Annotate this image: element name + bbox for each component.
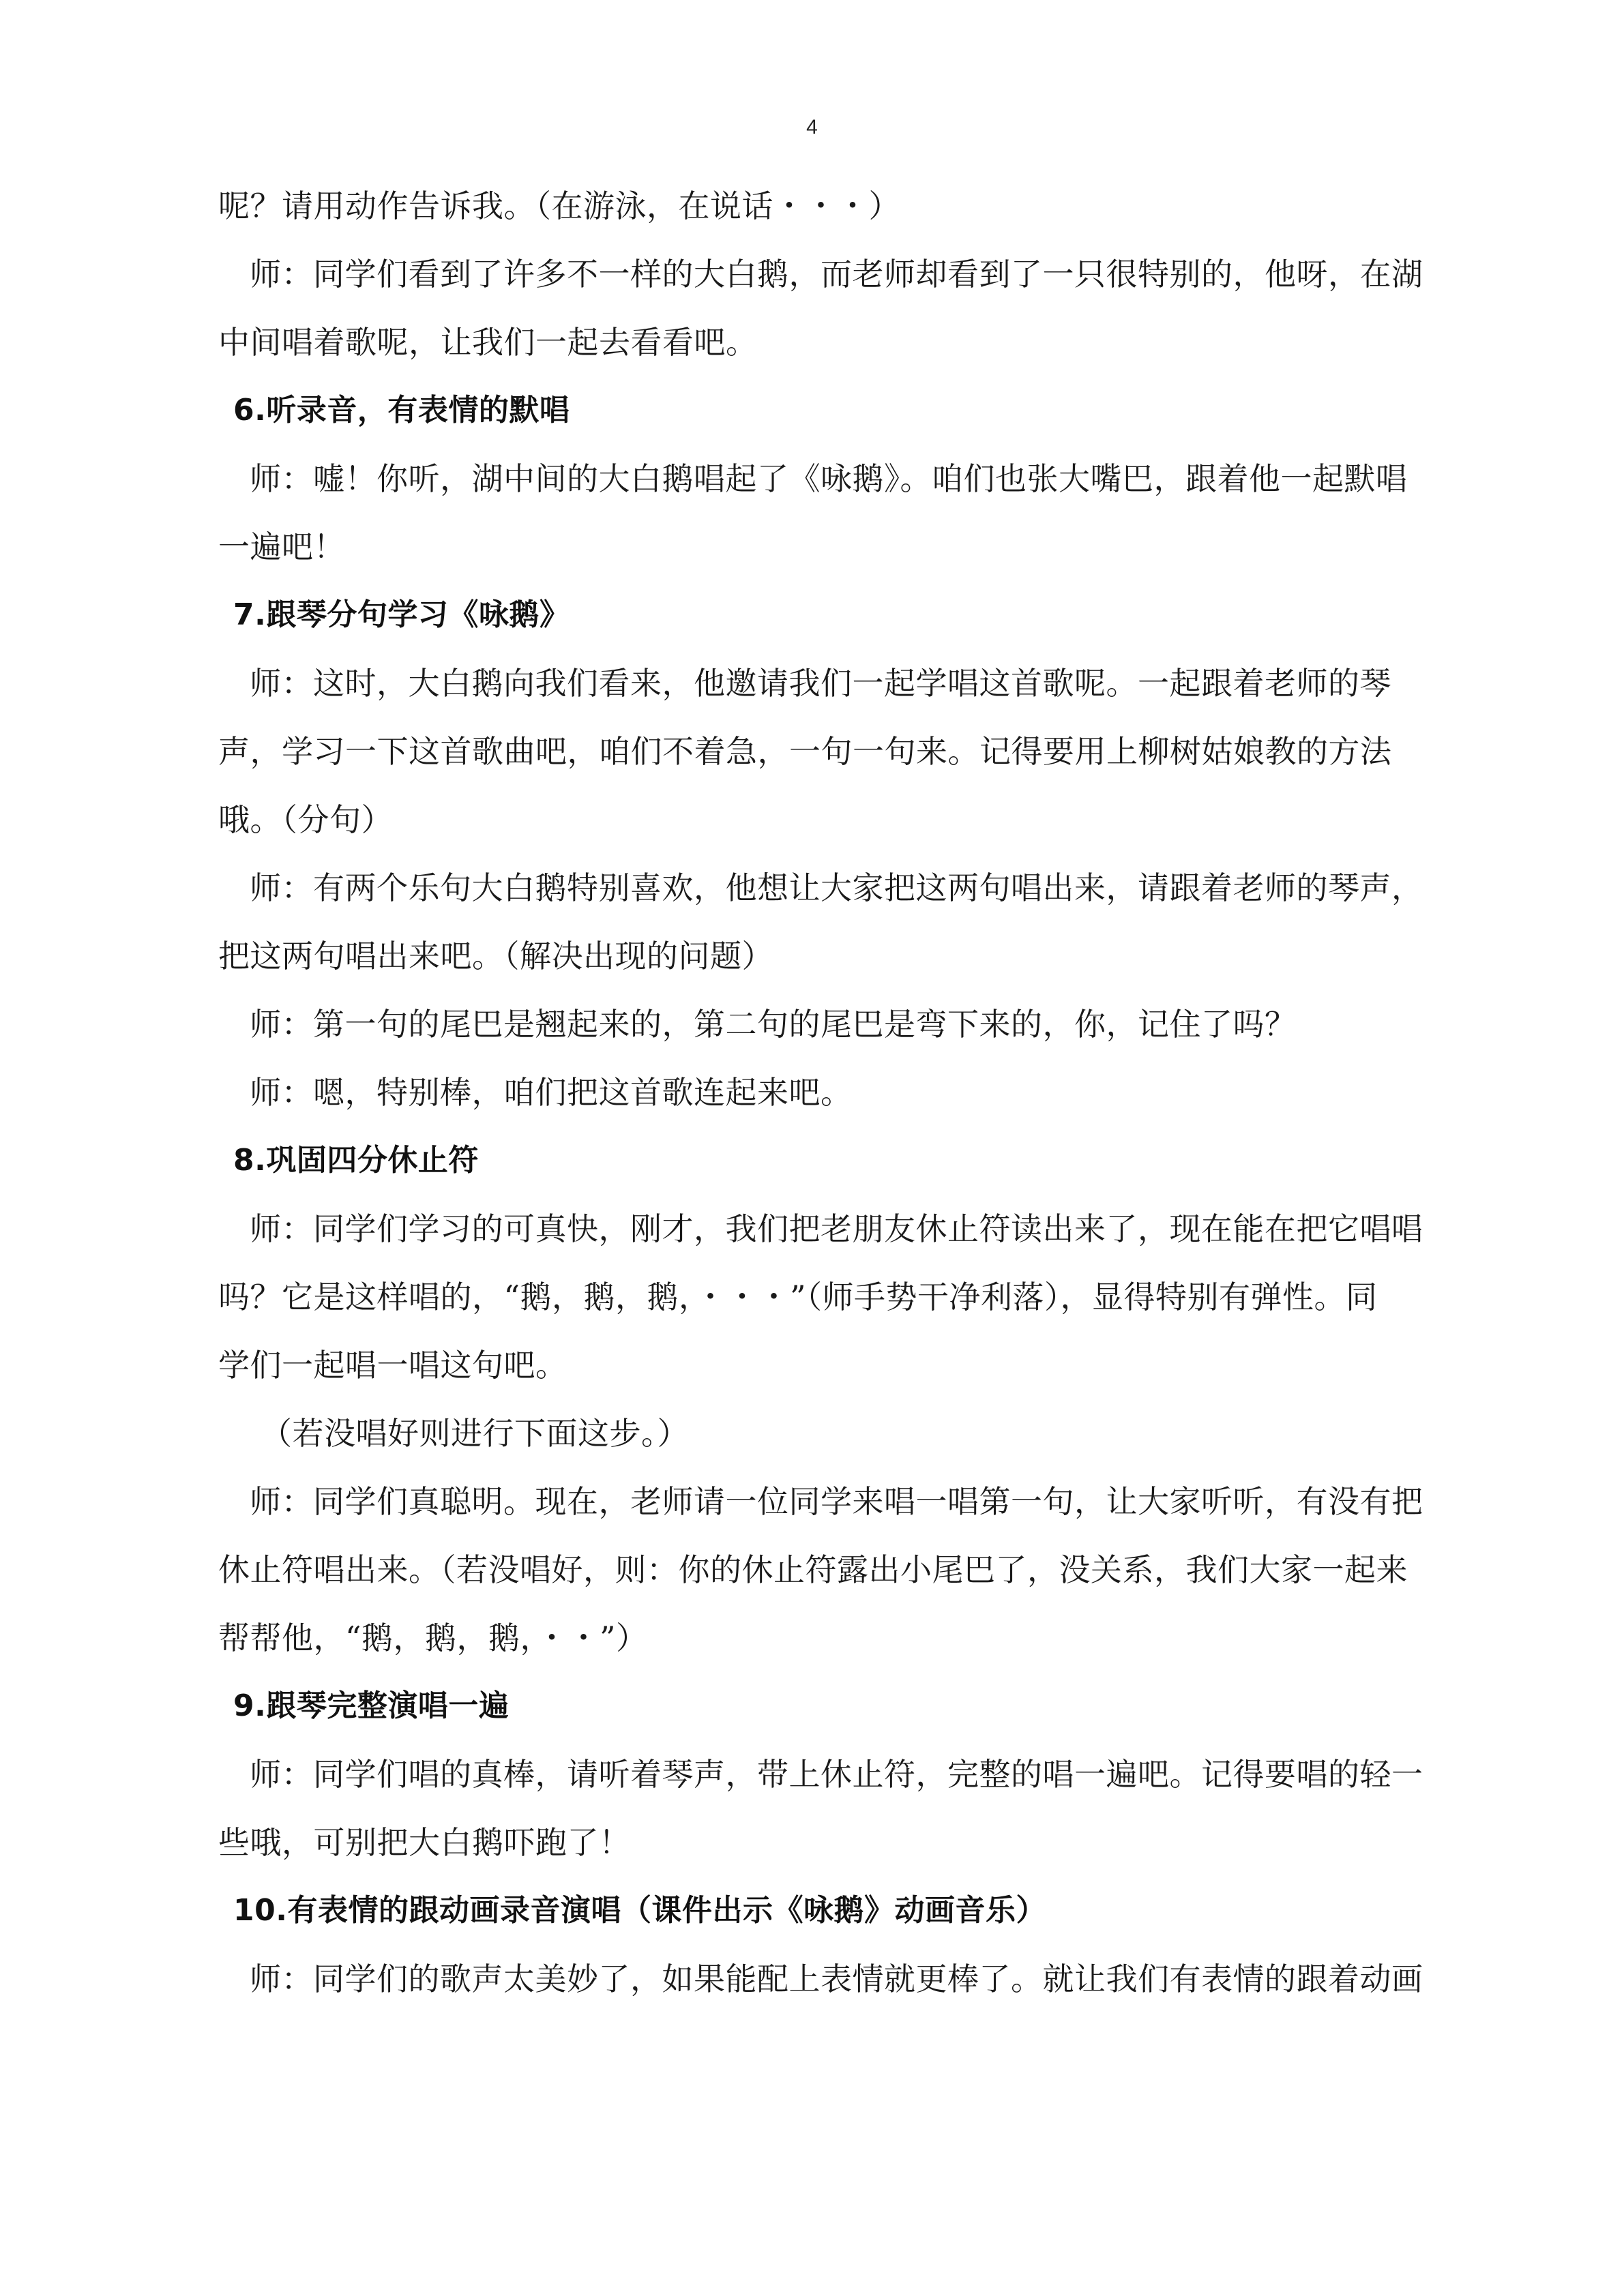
paragraph-line: 师：同学们看到了许多不一样的大白鹅，而老师却看到了一只很特别的，他呀，在湖 (250, 256, 1423, 293)
paragraph-line: 师：嗯，特别棒，咱们把这首歌连起来吧。 (250, 1074, 853, 1111)
section-heading: 10.有表情的跟动画录音演唱（课件出示《咏鹅》动画音乐） (233, 1893, 1046, 1928)
section-heading: 8.巩固四分休止符 (233, 1143, 479, 1178)
paragraph-line: 师：这时，大白鹅向我们看来，他邀请我们一起学唱这首歌呢。一起跟着老师的琴 (250, 665, 1391, 702)
paragraph-line: 休止符唱出来。（若没唱好，则：你的休止符露出小尾巴了，没关系，我们大家一起来 (218, 1551, 1408, 1588)
section-heading: 6.听录音，有表情的默唱 (233, 393, 570, 428)
section-heading: 7.跟琴分句学习《咏鹅》 (233, 597, 570, 632)
paragraph-line: 师：同学们的歌声太美妙了，如果能配上表情就更棒了。就让我们有表情的跟着动画 (250, 1960, 1423, 1997)
paragraph-line: 哦。（分句） (218, 801, 393, 838)
paragraph-line: 声，学习一下这首歌曲吧，咱们不着急，一句一句来。记得要用上柳树姑娘教的方法 (218, 733, 1392, 770)
paragraph-line: 吗？它是这样唱的，“鹅，鹅，鹅，・・・”（师手势干净利落），显得特别有弹性。同 (218, 1279, 1378, 1315)
page-number: 4 (806, 116, 818, 138)
section-heading: 9.跟琴完整演唱一遍 (233, 1688, 510, 1723)
paragraph-line: 学们一起唱一唱这句吧。 (218, 1347, 567, 1384)
paragraph-line: 师：同学们唱的真棒，请听着琴声，带上休止符，完整的唱一遍吧。记得要唱的轻一 (250, 1756, 1423, 1793)
paragraph-line: 帮帮他，“鹅，鹅，鹅，・・”） (218, 1620, 648, 1656)
paragraph-line: 师：第一句的尾巴是翘起来的，第二句的尾巴是弯下来的，你，记住了吗？ (250, 1006, 1297, 1043)
paragraph-line: 中间唱着歌呢，让我们一起去看看吧。 (218, 324, 758, 361)
paragraph-line: 一遍吧！ (218, 528, 345, 565)
paragraph-line: 师：有两个乐句大白鹅特别喜欢，他想让大家把这两句唱出来，请跟着老师的琴声， (250, 869, 1423, 906)
paragraph-line: 师：嘘！你听，湖中间的大白鹅唱起了《咏鹅》。咱们也张大嘴巴，跟着他一起默唱 (250, 460, 1408, 497)
paragraph-line: 些哦，可别把大白鹅吓跑了！ (218, 1824, 631, 1861)
paragraph-line: 师：同学们真聪明。现在，老师请一位同学来唱一唱第一句，让大家听听，有没有把 (250, 1483, 1423, 1520)
document-body (218, 172, 1466, 2013)
paragraph-line: 把这两句唱出来吧。（解决出现的问题） (218, 938, 773, 974)
paragraph-line: 师：同学们学习的可真快，刚才，我们把老朋友休止符读出来了，现在能在把它唱唱 (250, 1210, 1423, 1247)
paragraph-line: （若没唱好则进行下面这步。） (261, 1415, 689, 1452)
paragraph-line: 呢？请用动作告诉我。（在游泳，在说话・・・） (218, 188, 900, 224)
